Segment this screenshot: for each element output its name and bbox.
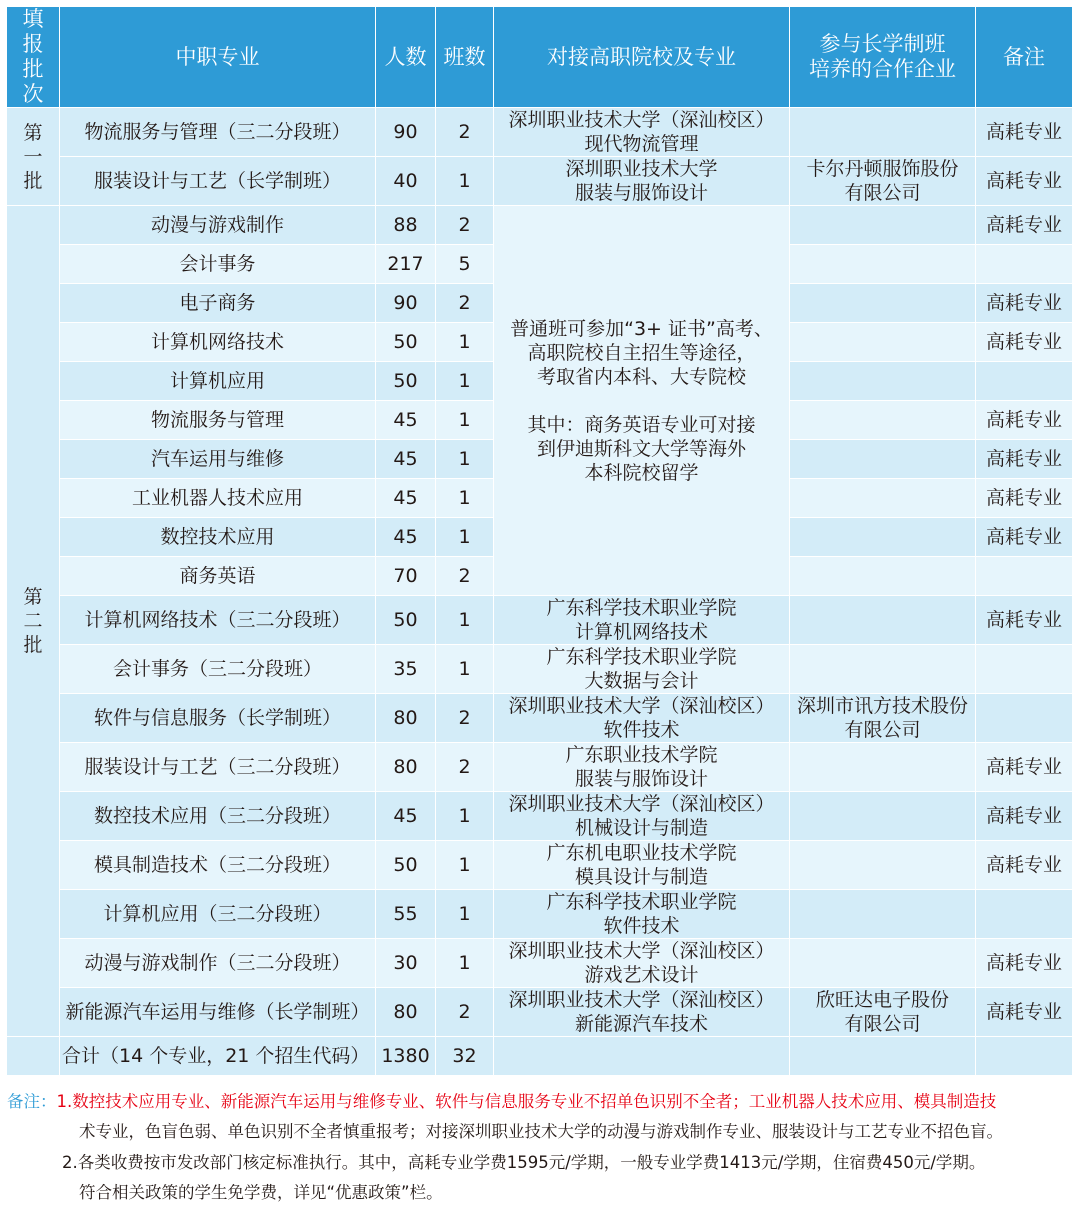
count-cell: 80	[376, 743, 436, 792]
merged-college-line	[496, 389, 787, 413]
total-empty-remark	[976, 1037, 1073, 1076]
cell-line-1: 深圳职业技术大学（深汕校区）	[508, 695, 775, 717]
count-cell: 90	[376, 284, 436, 323]
major-cell: 电子商务	[60, 284, 376, 323]
count-cell: 45	[376, 518, 436, 557]
cell-line-2: 有限公司	[844, 182, 921, 204]
major-cell: 数控技术应用	[60, 518, 376, 557]
major-cell: 服装设计与工艺（长学制班）	[60, 157, 376, 206]
remark-cell: 高耗专业	[976, 440, 1073, 479]
note-line-2: 术专业，色盲色弱、单色识别不全者慎重报考；对接深圳职业技术大学的动漫与游戏制作专业、服装设计与工艺专业不招色盲。	[79, 1122, 1003, 1141]
college-cell	[494, 743, 790, 792]
college-cell	[494, 108, 790, 157]
major-cell: 新能源汽车运用与维修（长学制班）	[60, 988, 376, 1037]
cell-line-2: 软件技术	[603, 915, 680, 937]
count-cell: 90	[376, 108, 436, 157]
college-cell	[494, 157, 790, 206]
table-row	[7, 743, 1073, 792]
cell-line-1: 深圳职业技术大学（深汕校区）	[508, 940, 775, 962]
classes-cell: 2	[436, 206, 494, 245]
company-cell	[790, 743, 976, 792]
remark-cell: 高耗专业	[976, 284, 1073, 323]
table-header-row	[7, 7, 1073, 108]
table-row	[7, 157, 1073, 206]
cell-line-1: 卡尔丹顿服饰股份	[806, 158, 959, 180]
cell-line-1: 广东科学技术职业学院	[546, 891, 737, 913]
company-cell	[790, 557, 976, 596]
classes-cell: 1	[436, 841, 494, 890]
header-major: 中职专业	[60, 7, 376, 108]
cell-line-2: 游戏艺术设计	[584, 964, 699, 986]
header-college: 对接高职院校及专业	[494, 7, 790, 108]
merged-college-cell	[494, 206, 790, 596]
merged-college-line: 普通班可参加“3+ 证书”高考、	[510, 317, 773, 340]
count-cell: 50	[376, 841, 436, 890]
table-row	[7, 988, 1073, 1037]
college-cell	[494, 939, 790, 988]
company-cell	[790, 792, 976, 841]
table-row	[7, 694, 1073, 743]
company-cell	[790, 108, 976, 157]
classes-cell: 1	[436, 890, 494, 939]
merged-college-line: 高职院校自主招生等途径，	[527, 341, 756, 364]
header-classes: 班数	[436, 7, 494, 108]
cell-line-1: 深圳职业技术大学（深汕校区）	[508, 109, 775, 131]
company-cell	[790, 988, 976, 1037]
cell-line-2: 有限公司	[844, 719, 921, 741]
remark-cell: 高耗专业	[976, 792, 1073, 841]
major-cell: 计算机网络技术	[60, 323, 376, 362]
count-cell: 217	[376, 245, 436, 284]
major-cell: 商务英语	[60, 557, 376, 596]
cell-line-1: 广东职业技术学院	[565, 744, 718, 766]
classes-cell: 2	[436, 557, 494, 596]
classes-cell: 1	[436, 645, 494, 694]
company-cell	[790, 157, 976, 206]
company-cell	[790, 596, 976, 645]
major-cell: 数控技术应用（三二分段班）	[60, 792, 376, 841]
classes-cell: 2	[436, 743, 494, 792]
remark-cell: 高耗专业	[976, 518, 1073, 557]
merged-college-line: 考取省内本科、大专院校	[536, 365, 746, 388]
major-cell: 服装设计与工艺（三二分段班）	[60, 743, 376, 792]
total-empty-cell	[7, 1037, 60, 1076]
cell-line-1: 欣旺达电子股份	[815, 989, 949, 1011]
total-row	[7, 1037, 1073, 1076]
remark-cell: 高耗专业	[976, 743, 1073, 792]
major-cell: 计算机网络技术（三二分段班）	[60, 596, 376, 645]
remark-cell: 高耗专业	[976, 108, 1073, 157]
cell-line-1: 深圳职业技术大学（深汕校区）	[508, 989, 775, 1011]
count-cell: 50	[376, 362, 436, 401]
major-cell: 物流服务与管理	[60, 401, 376, 440]
remark-cell: 高耗专业	[976, 323, 1073, 362]
count-cell: 70	[376, 557, 436, 596]
table-row	[7, 939, 1073, 988]
remark-cell	[976, 890, 1073, 939]
cell-line-1: 深圳市讯方技术股份	[796, 695, 968, 717]
college-cell	[494, 596, 790, 645]
cell-line-2: 有限公司	[844, 1013, 921, 1035]
classes-cell: 1	[436, 518, 494, 557]
cell-line-1: 深圳职业技术大学	[565, 158, 718, 180]
cell-line-1: 广东机电职业技术学院	[546, 842, 737, 864]
batch-cell: 第 一 批	[7, 108, 60, 206]
table-row	[7, 890, 1073, 939]
cell-line-2: 模具设计与制造	[574, 866, 708, 888]
total-count: 1380	[376, 1037, 436, 1076]
note-label: 备注：	[7, 1092, 57, 1111]
company-cell	[790, 479, 976, 518]
company-cell	[790, 939, 976, 988]
enrollment-table	[6, 6, 1073, 1076]
merged-college-line: 其中：商务英语专业可对接	[527, 413, 756, 436]
major-cell: 会计事务（三二分段班）	[60, 645, 376, 694]
note-text-1: 1.数控技术应用专业、新能源汽车运用与维修专业、软件与信息服务专业不招单色识别不全者；工业机器人技术应用、模具制造技	[56, 1092, 997, 1111]
note-line-1	[7, 1087, 1075, 1117]
major-cell: 工业机器人技术应用	[60, 479, 376, 518]
major-cell: 软件与信息服务（长学制班）	[60, 694, 376, 743]
batch-cell: 第 二 批	[7, 206, 60, 1037]
merged-college-line: 到伊迪斯科文大学等海外	[536, 437, 746, 460]
remark-cell: 高耗专业	[976, 841, 1073, 890]
remark-cell	[976, 557, 1073, 596]
company-cell	[790, 518, 976, 557]
company-cell	[790, 284, 976, 323]
remark-cell: 高耗专业	[976, 401, 1073, 440]
company-cell	[790, 890, 976, 939]
company-cell	[790, 401, 976, 440]
header-count: 人数	[376, 7, 436, 108]
cell-line-2: 服装与服饰设计	[574, 768, 708, 790]
classes-cell: 1	[436, 401, 494, 440]
header-remark: 备注	[976, 7, 1073, 108]
count-cell: 80	[376, 988, 436, 1037]
table-row	[7, 596, 1073, 645]
merged-college-line: 本科院校留学	[584, 461, 699, 484]
header-company: 参与长学制班 培养的合作企业	[790, 7, 976, 108]
classes-cell: 2	[436, 284, 494, 323]
cell-line-2: 计算机网络技术	[574, 621, 708, 643]
total-label: 合计（14 个专业，21 个招生代码）	[60, 1037, 376, 1076]
college-cell	[494, 792, 790, 841]
company-cell	[790, 206, 976, 245]
college-cell	[494, 694, 790, 743]
college-cell	[494, 841, 790, 890]
classes-cell: 1	[436, 939, 494, 988]
table-row	[7, 645, 1073, 694]
classes-cell: 1	[436, 157, 494, 206]
remark-cell: 高耗专业	[976, 596, 1073, 645]
classes-cell: 1	[436, 479, 494, 518]
major-cell: 计算机应用（三二分段班）	[60, 890, 376, 939]
cell-line-2: 服装与服饰设计	[574, 182, 708, 204]
remark-cell: 高耗专业	[976, 479, 1073, 518]
classes-cell: 2	[436, 108, 494, 157]
count-cell: 30	[376, 939, 436, 988]
remark-cell: 高耗专业	[976, 157, 1073, 206]
cell-line-2: 大数据与会计	[584, 670, 699, 692]
table-row	[7, 792, 1073, 841]
classes-cell: 1	[436, 792, 494, 841]
company-cell	[790, 440, 976, 479]
classes-cell: 1	[436, 440, 494, 479]
company-cell	[790, 362, 976, 401]
table-row	[7, 108, 1073, 157]
remark-cell: 高耗专业	[976, 206, 1073, 245]
classes-cell: 1	[436, 362, 494, 401]
note-line-4: 符合相关政策的学生免学费，详见“优惠政策”栏。	[79, 1183, 443, 1202]
college-cell	[494, 890, 790, 939]
count-cell: 55	[376, 890, 436, 939]
major-cell: 物流服务与管理（三二分段班）	[60, 108, 376, 157]
classes-cell: 1	[436, 596, 494, 645]
cell-line-2: 机械设计与制造	[574, 817, 708, 839]
classes-cell: 2	[436, 694, 494, 743]
major-cell: 计算机应用	[60, 362, 376, 401]
classes-cell: 1	[436, 323, 494, 362]
count-cell: 50	[376, 596, 436, 645]
company-cell	[790, 245, 976, 284]
table-row	[7, 841, 1073, 890]
count-cell: 45	[376, 440, 436, 479]
cell-line-1: 广东科学技术职业学院	[546, 646, 737, 668]
count-cell: 40	[376, 157, 436, 206]
cell-line-2: 软件技术	[603, 719, 680, 741]
remark-cell	[976, 245, 1073, 284]
major-cell: 会计事务	[60, 245, 376, 284]
count-cell: 50	[376, 323, 436, 362]
major-cell: 模具制造技术（三二分段班）	[60, 841, 376, 890]
classes-cell: 5	[436, 245, 494, 284]
company-cell	[790, 694, 976, 743]
classes-cell: 2	[436, 988, 494, 1037]
table-row	[7, 206, 1073, 245]
remark-cell: 高耗专业	[976, 939, 1073, 988]
total-empty-company	[790, 1037, 976, 1076]
major-cell: 动漫与游戏制作（三二分段班）	[60, 939, 376, 988]
total-classes: 32	[436, 1037, 494, 1076]
count-cell: 45	[376, 479, 436, 518]
cell-line-2: 新能源汽车技术	[574, 1013, 708, 1035]
company-cell	[790, 841, 976, 890]
header-batch: 填报 批次	[7, 7, 60, 108]
college-cell	[494, 988, 790, 1037]
cell-line-1: 广东科学技术职业学院	[546, 597, 737, 619]
company-cell	[790, 645, 976, 694]
remark-cell: 高耗专业	[976, 988, 1073, 1037]
major-cell: 汽车运用与维修	[60, 440, 376, 479]
note-line-3: 2.各类收费按市发改部门核定标准执行。其中，高耗专业学费1595元/学期，一般专业学费1413元/学期，住宿费450元/学期。	[62, 1153, 986, 1172]
remark-cell	[976, 362, 1073, 401]
cell-line-2: 现代物流管理	[584, 133, 699, 155]
count-cell: 35	[376, 645, 436, 694]
remark-cell	[976, 694, 1073, 743]
count-cell: 45	[376, 792, 436, 841]
college-cell	[494, 645, 790, 694]
count-cell: 80	[376, 694, 436, 743]
company-cell	[790, 323, 976, 362]
major-cell: 动漫与游戏制作	[60, 206, 376, 245]
count-cell: 88	[376, 206, 436, 245]
total-empty-college	[494, 1037, 790, 1076]
remark-cell	[976, 645, 1073, 694]
cell-line-1: 深圳职业技术大学（深汕校区）	[508, 793, 775, 815]
count-cell: 45	[376, 401, 436, 440]
